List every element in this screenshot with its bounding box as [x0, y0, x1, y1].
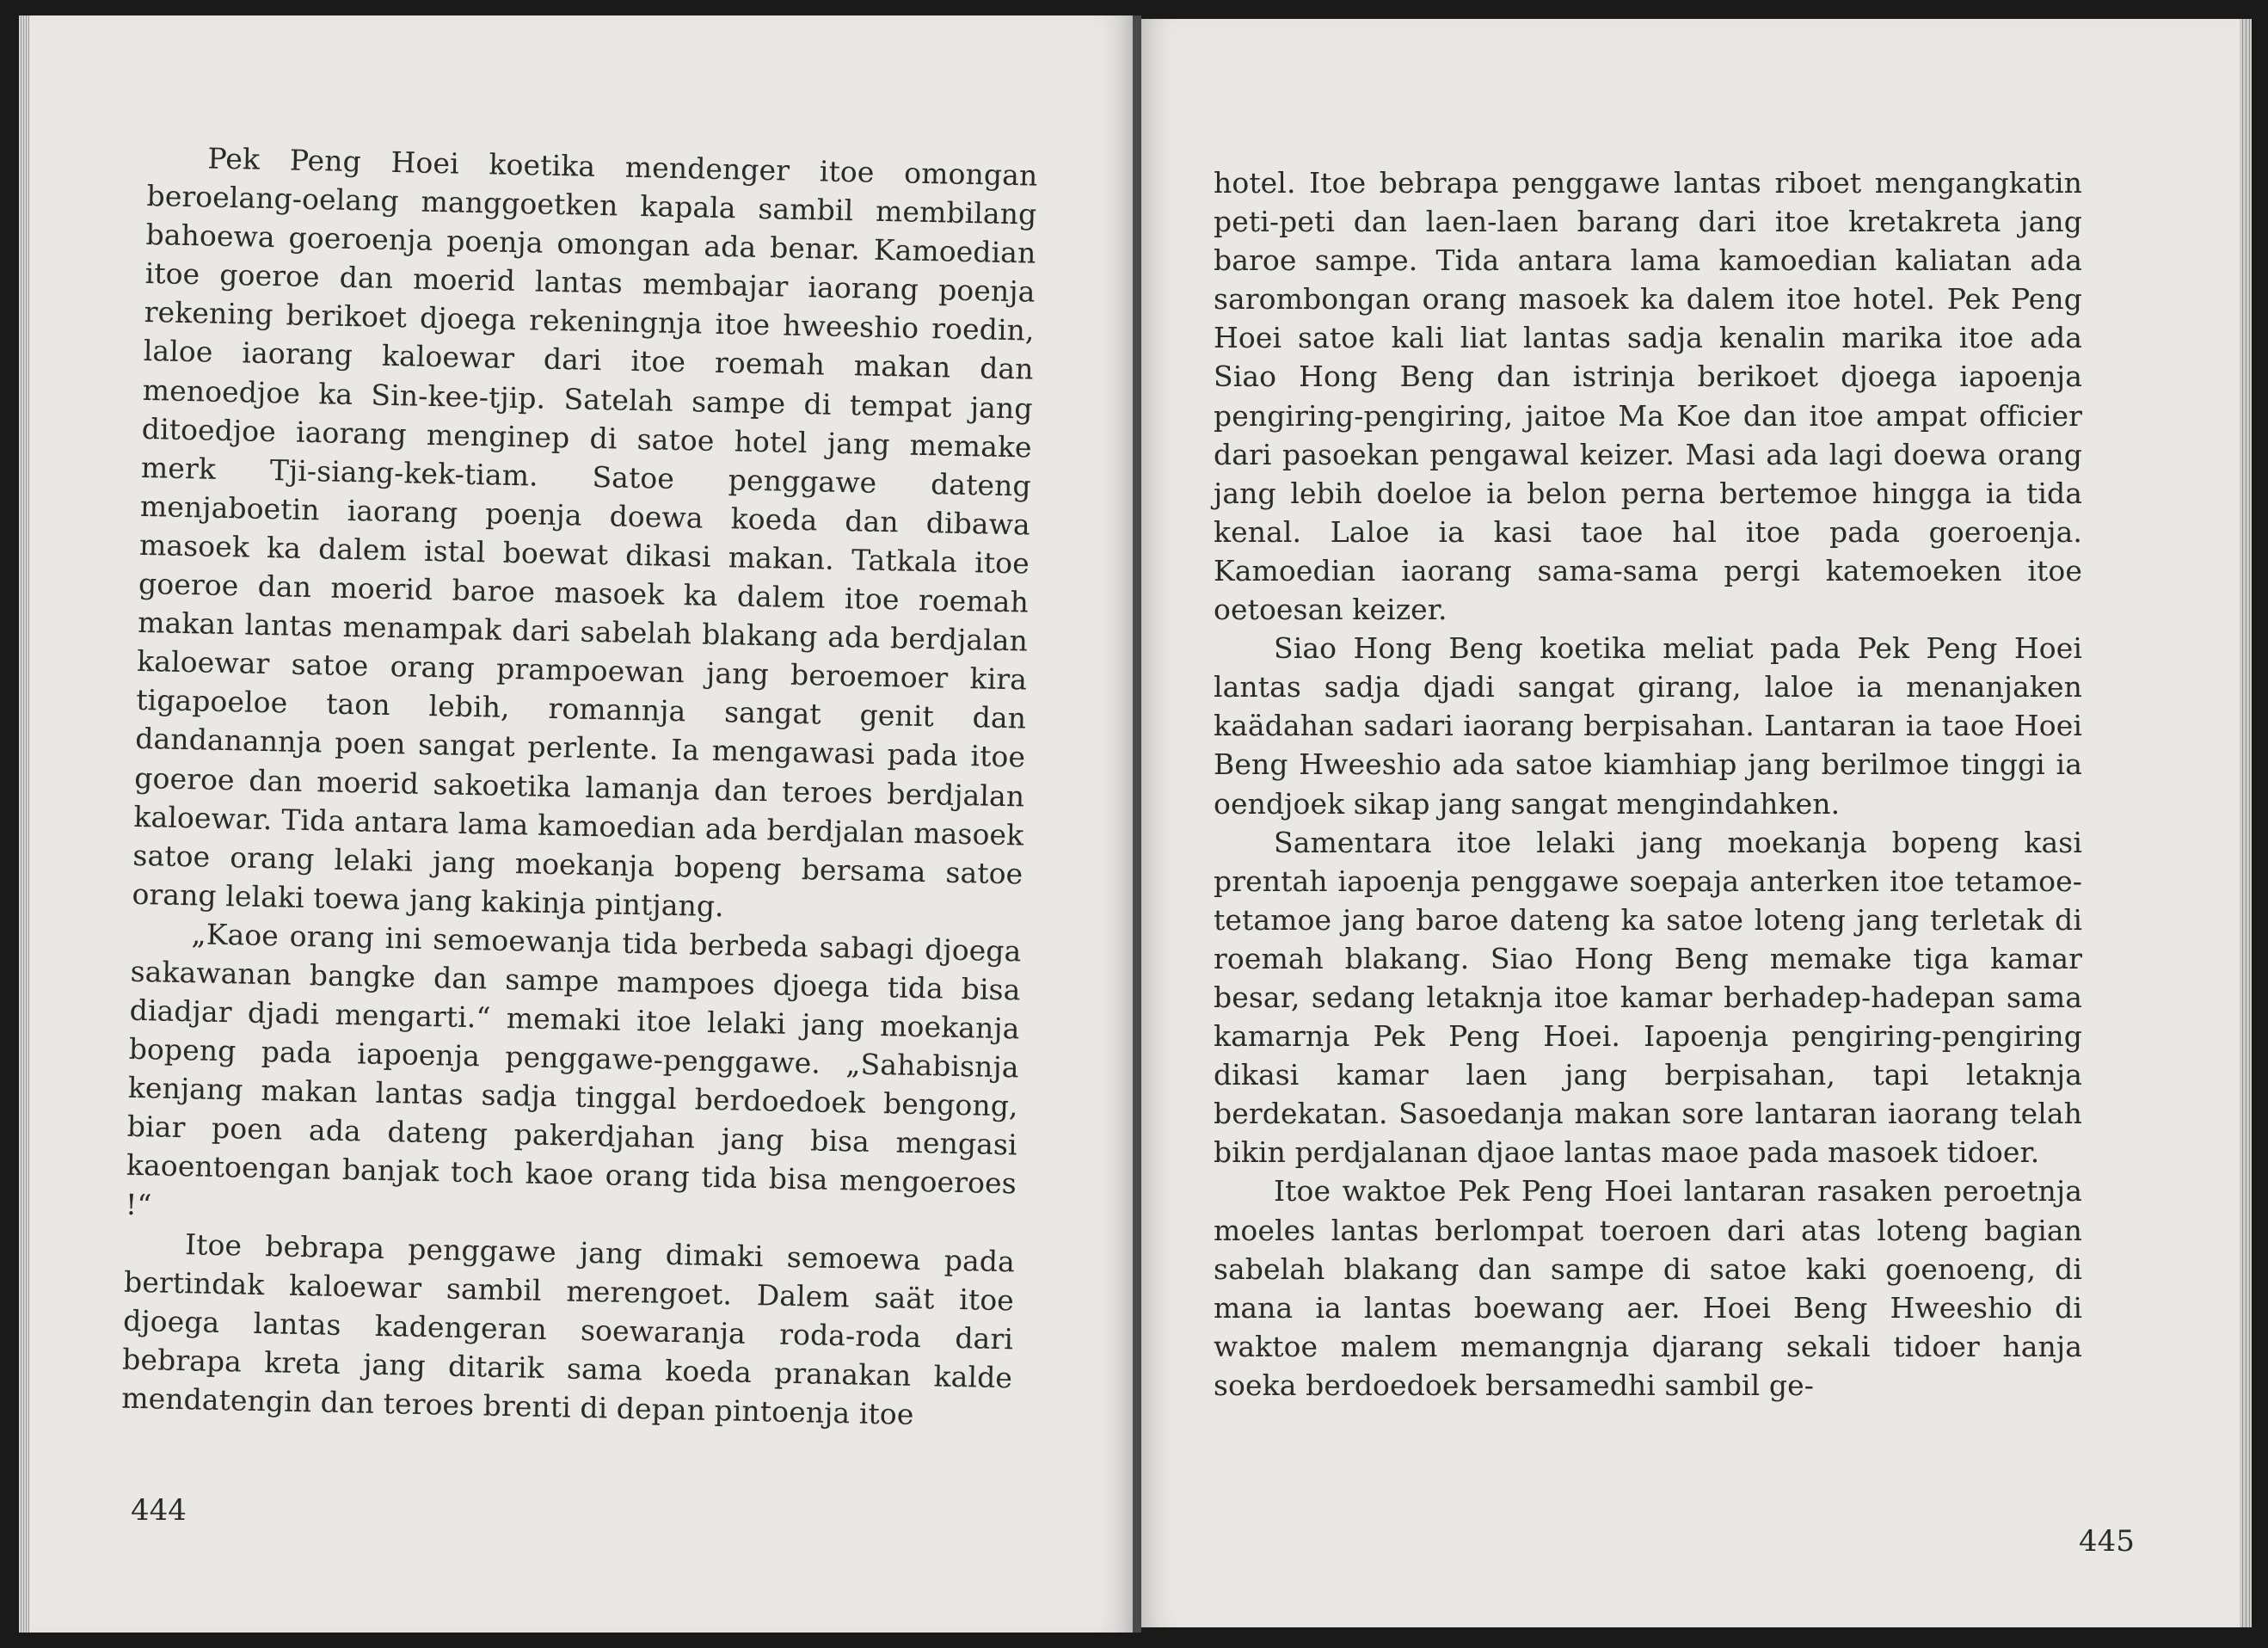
paragraph: Siao Hong Beng koetika meliat pada Pek Peng Hoei lantas sadja djadi sangat girang, laloe ia menanjaken kaädahan sadari iaorang berpisahan. Lantaran ia taoe Hoei Beng Hweeshio ada satoe kiamhiap jang berilmoe tinggi ia oendjoek sikap jang sangat mengindahken. — [1214, 631, 2082, 821]
right-page-text — [1214, 163, 2082, 1405]
right-page — [1141, 19, 2252, 1627]
paragraph: Itoe waktoe Pek Peng Hoei lantaran rasaken peroetnja moeles lantas berlompat toeroen dari atas loteng bagian sabelah blakang dan sampe di satoe kaki goenoeng, di mana ia lantas boewang aer. Hoei Beng Hweeshio di waktoe malem memangnja djarang sekali tidoer hanja soeka berdoedoek bersamedhi sambil ge- — [1214, 1174, 2082, 1402]
page-number-right: 445 — [2079, 1524, 2135, 1559]
paragraph: Samentara itoe lelaki jang moekanja bopeng kasi prentah iapoenja penggawe soepaja anterken itoe tetamoe-tetamoe jang baroe dateng ka satoe loteng jang terletak di roemah blakang. Siao Hong Beng memake tiga kamar besar, sedang letaknja itoe kamar berhadep-hadepan sama kamarnja Pek Peng Hoei. Iapoenja pengiring-pengiring dikasi kamar laen jang berpisahan, tapi letaknja berdekatan. Sasoedanja makan sore lantaran iaorang telah bikin perdjalanan djaoe lantas maoe pada masoek tidoer. — [1214, 825, 2082, 1170]
book-spread — [19, 15, 2252, 1633]
page-number-left: 444 — [131, 1493, 187, 1528]
left-page-text — [121, 138, 1038, 1436]
paragraph-continuation: hotel. Itoe bebrapa penggawe lantas riboet mengangkatin peti-peti dan laen-laen barang dari itoe kretakreta jang baroe sampe. Tida antara lama kamoedian kaliatan ada sarombongan orang masoek ka dalem itoe hotel. Pek Peng Hoei satoe kali liat lantas sadja kenalin marika itoe ada Siao Hong Beng dan istrinja berikoet djoega iapoenja pengiring-pengiring, jaitoe Ma Koe dan itoe ampat officier dari pasoekan pengawal keizer. Masi ada lagi doewa orang jang lebih doeloe ia belon perna bertemoe hingga ia tida kenal. Laloe ia kasi taoe hal itoe pada goeroenja. Kamoedian iaorang sama-sama pergi katemoeken itoe oetoesan keizer. — [1214, 166, 2082, 627]
paragraph: Itoe bebrapa penggawe jang dimaki semoewa pada bertindak kaloewar sambil merengoet. Dalem saät itoe djoega lantas kadengeran soewaranja roda-roda dari bebrapa kreta jang ditarik sama koeda pranakan kalde mendatengin dan teroes brenti di depan pintoenja itoe — [120, 1227, 1016, 1431]
page-edge-stack — [2240, 19, 2252, 1627]
page-edge-stack — [19, 15, 29, 1633]
left-page — [19, 15, 1141, 1633]
paragraph: Pek Peng Hoei koetika mendenger itoe omongan beroelang-oelang manggoetken kapala sambil membilang bahoewa goeroenja poenja omongan ada benar. Kamoedian itoe goeroe dan moerid lantas membajar iaorang poenja rekening berikoet djoega rekeningnja itoe hweeshio roedin, laloe iaorang kaloewar dari itoe roemah makan dan menoedjoe ka Sin-kee-tjip. Satelah sampe di tempat jang ditoedjoe iaorang menginep di satoe hotel jang memake merk Tji-siang-kek-tiam. Satoe penggawe dateng menjaboetin iaorang poenja doewa koeda dan dibawa masoek ka dalem istal boewat dikasi makan. Tatkala itoe goeroe dan moerid baroe masoek ka dalem itoe roemah makan lantas menampak dari sabelah blakang ada berdjalan kaloewar satoe orang prampoewan jang beroemoer kira tigapoeloe taon lebih, romannja sangat genit dan dandanannja poen sangat perlente. Ia mengawasi pada itoe goeroe dan moerid sakoetika lamanja dan teroes berdjalan kaloewar. Tida antara lama kamoedian ada berdjalan masoek satoe orang lelaki jang moekanja bopeng bersama satoe orang lelaki toewa jang kakinja pintjang. — [132, 141, 1038, 923]
paragraph: „Kaoe orang ini semoewanja tida berbeda sabagi djoega sakawanan bangke dan sampe mampoes djoega tida bisa diadjar djadi mengarti.“ memaki itoe lelaki jang moekanja bopeng pada iapoenja penggawe-penggawe. „Sahabisnja kenjang makan lantas sadja tinggal berdoedoek bengong, biar poen ada dateng pakerdjahan jang bisa mengasi kaoentoengan banjak toch kaoe orang tida bisa mengoeroes !“ — [125, 917, 1022, 1221]
